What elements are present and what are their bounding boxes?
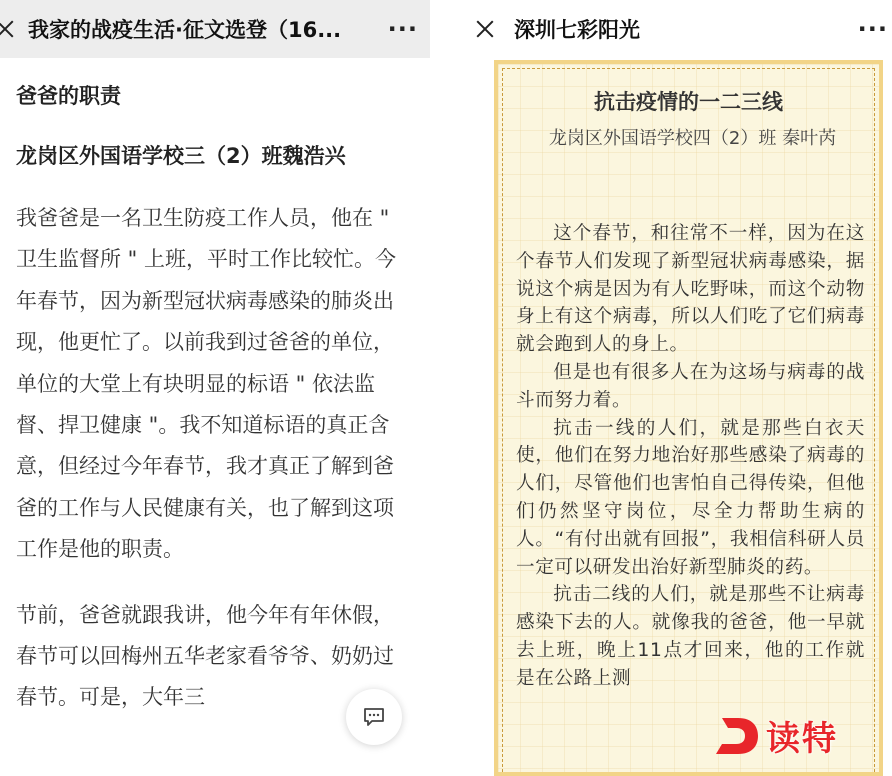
left-paragraph-1: 我爸爸是一名卫生防疫工作人员，他在 " 卫生监督所 " 上班，平时工作比较忙。今年春节，因为新型冠状病毒感染的肺炎出现，他更忙了。以前我到过爸爸的单位，单位的大堂上有块明显的标语 " 依法监督、捍卫健康 "。我不知道标语的真正含意，但经过今年春节，我才真正了解到爸爸的工作与人民健康有关，也了解到这项工作是他的职责。 — [16, 206, 397, 562]
left-article-title: 爸爸的职责 — [16, 84, 121, 108]
comment-icon — [363, 707, 385, 727]
left-page-title: 我家的战疫生活·征文选登（16... — [28, 18, 342, 42]
left-paragraph-2: 节前，爸爸就跟我讲，他今年有年休假，春节可以回梅州五华老家看爷爷、奶奶过春节。可是，大年三 — [16, 602, 394, 710]
close-icon[interactable] — [474, 18, 496, 40]
right-article-author: 龙岗区外国语学校四（2）班 秦叶芮 — [548, 128, 837, 149]
left-top-bar — [0, 0, 430, 58]
right-paragraph-4: 抗击二线的人们，就是那些不让病毒感染下去的人。就像我的爸爸，他一早就去上班，晚上11点才回来，他的工作就是在公路上测 — [516, 584, 865, 689]
left-article-author: 龙岗区外国语学校三（2）班魏浩兴 — [16, 144, 346, 168]
left-article-panel — [0, 0, 430, 776]
right-page-title: 深圳七彩阳光 — [514, 18, 640, 42]
comment-button[interactable] — [346, 689, 402, 745]
right-top-bar — [458, 0, 892, 58]
more-options-icon[interactable]: ··· — [387, 15, 418, 43]
more-options-icon[interactable]: ··· — [857, 15, 888, 43]
right-article-panel — [458, 0, 892, 776]
right-paragraph-3: 抗击一线的人们，就是那些白衣天使，他们在努力地治好那些感染了病毒的人们，尽管他们也害怕自己得传染，但他们仍然坚守岗位，尽全力帮助生病的人。“有付出就有回报”，我相信科研人员一定可以研发出治好新型肺炎的药。 — [516, 417, 865, 578]
d-logo-icon — [714, 714, 760, 758]
right-article-title: 抗击疫情的一二三线 — [594, 90, 783, 114]
left-article-content — [0, 80, 430, 719]
right-paragraph-1: 这个春节，和往常不一样，因为在这个春节人们发现了新型冠状病毒感染，据说这个病是因为有人吃野味，而这个动物身上有这个病毒，所以人们吃了它们病毒就会跑到人的身上。 — [516, 223, 865, 356]
close-icon[interactable] — [0, 18, 16, 40]
right-article-body — [516, 220, 865, 693]
watermark-text: 读特 — [766, 719, 838, 759]
right-paragraph-2: 但是也有很多人在为这场与病毒的战斗而努力着。 — [516, 361, 865, 411]
essay-paper-card — [494, 60, 883, 776]
watermark-logo — [714, 711, 838, 760]
